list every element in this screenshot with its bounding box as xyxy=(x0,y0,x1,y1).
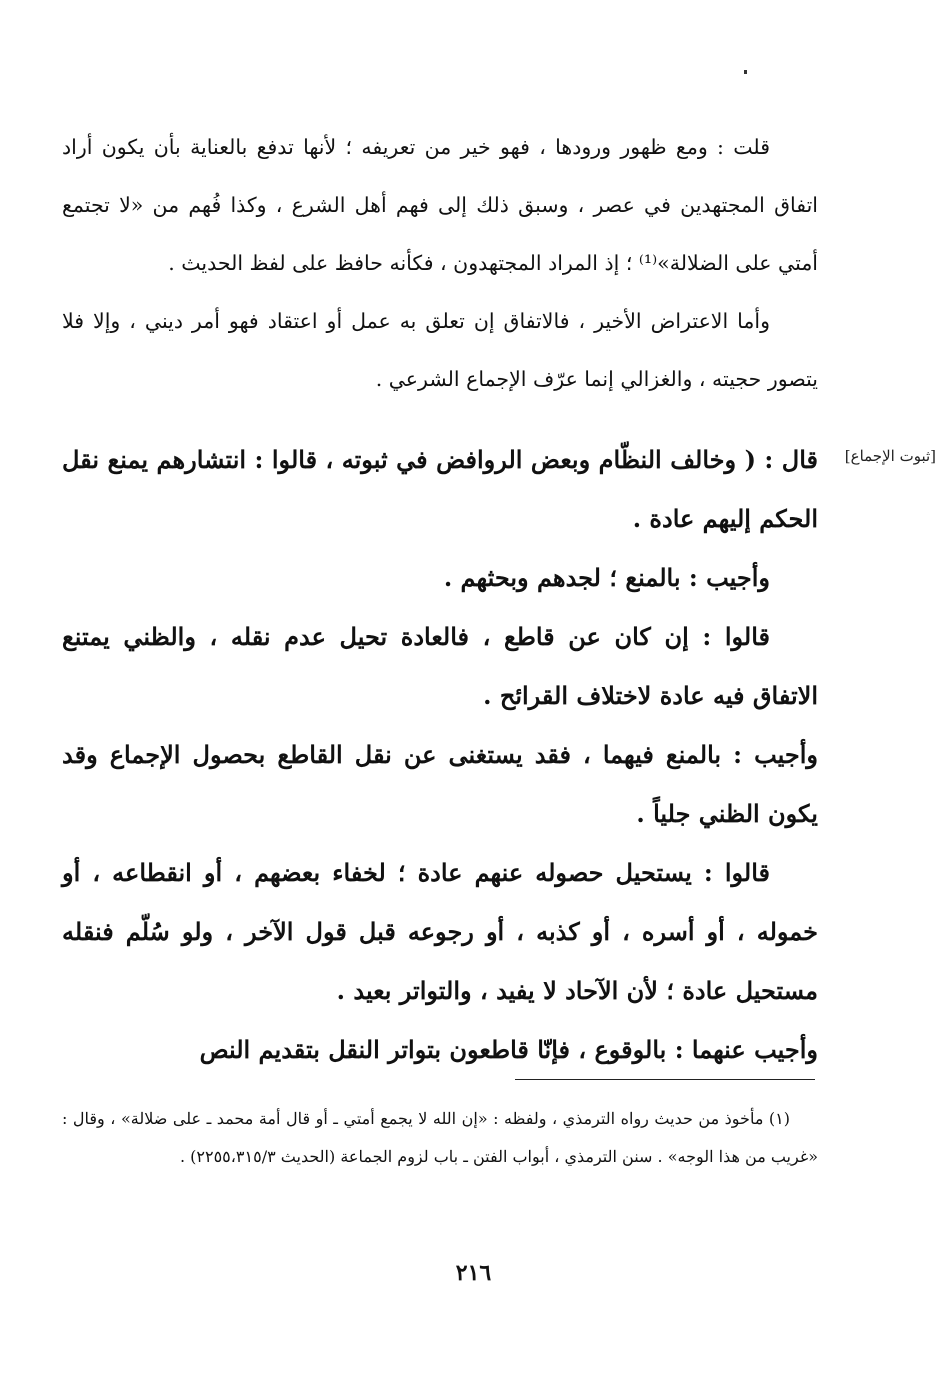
footnote-text: (١) مأخوذ من حديث رواه الترمذي ، ولفظه : «إن الله لا يجمع أمتي ـ أو قال أمة محمد ـ على ضلالة» ، وقال : «غريب من هذا الوجه» . سنن الترمذي ، أبواب الفتن ـ باب لزوم الجماعة (الحديث ٢٢٥٥،٣١٥/٣) . xyxy=(62,1109,818,1166)
main-paragraph: قالوا : يستحيل حصوله عنهم عادة ؛ لخفاء بعضهم ، أو انقطاعه ، أو خموله ، أو أسره ، أو كذبه ، أو رجوعه قبل قول الآخر ، ولو سُلّم فنقله مستحيل عادة ؛ لأن الآحاد لا يفيد ، والتواتر بعيد . xyxy=(62,858,818,1005)
footnote-divider xyxy=(515,1079,815,1080)
main-paragraph: وأجيب : بالمنع فيهما ، فقد يستغنى عن نقل القاطع بحصول الإجماع وقد يكون الظني جلياً . xyxy=(62,740,818,828)
margin-heading: [ثبوت الإجماع] xyxy=(844,447,936,465)
main-text xyxy=(62,430,818,1079)
main-paragraph: قالوا : إن كان عن قاطع ، فالعادة تحيل عدم نقله ، والظني يمتنع الاتفاق فيه عادة لاختلاف القرائح . xyxy=(62,622,818,710)
main-paragraph: قال : ( وخالف النظّام وبعض الروافض في ثبوته ، قالوا : انتشارهم يمنع نقل الحكم إليهم عادة . xyxy=(62,445,818,533)
footnote xyxy=(62,1100,818,1176)
main-paragraph: وأجيب عنهما : بالوقوع ، فإنّا قاطعون بتواتر النقل بتقديم النص xyxy=(199,1035,818,1064)
commentary-paragraph: قلت : ومع ظهور ورودها ، فهو خير من تعريفه ؛ لأنها تدفع بالعناية بأن يكون أراد اتفاق المجتهدين في عصر ، وسبق ذلك إلى فهم أهل الشرع ، وكذا فُهم من «لا تجتمع أمتي على الضلالة»⁽¹⁾ ؛ إذ المراد المجتهدون ، فكأنه حافظ على لفظ الحديث . xyxy=(62,135,818,275)
page-number: ٢١٦ xyxy=(455,1260,492,1286)
commentary-text xyxy=(62,118,818,408)
main-paragraph: وأجيب : بالمنع ؛ لجدهم وبحثهم . xyxy=(443,563,770,592)
commentary-paragraph: وأما الاعتراض الأخير ، فالاتفاق إن تعلق به عمل أو اعتقاد فهو أمر ديني ، وإلا فلا يتصور حجيته ، والغزالي إنما عرّف الإجماع الشرعي . xyxy=(62,309,818,391)
stray-mark xyxy=(744,70,747,74)
